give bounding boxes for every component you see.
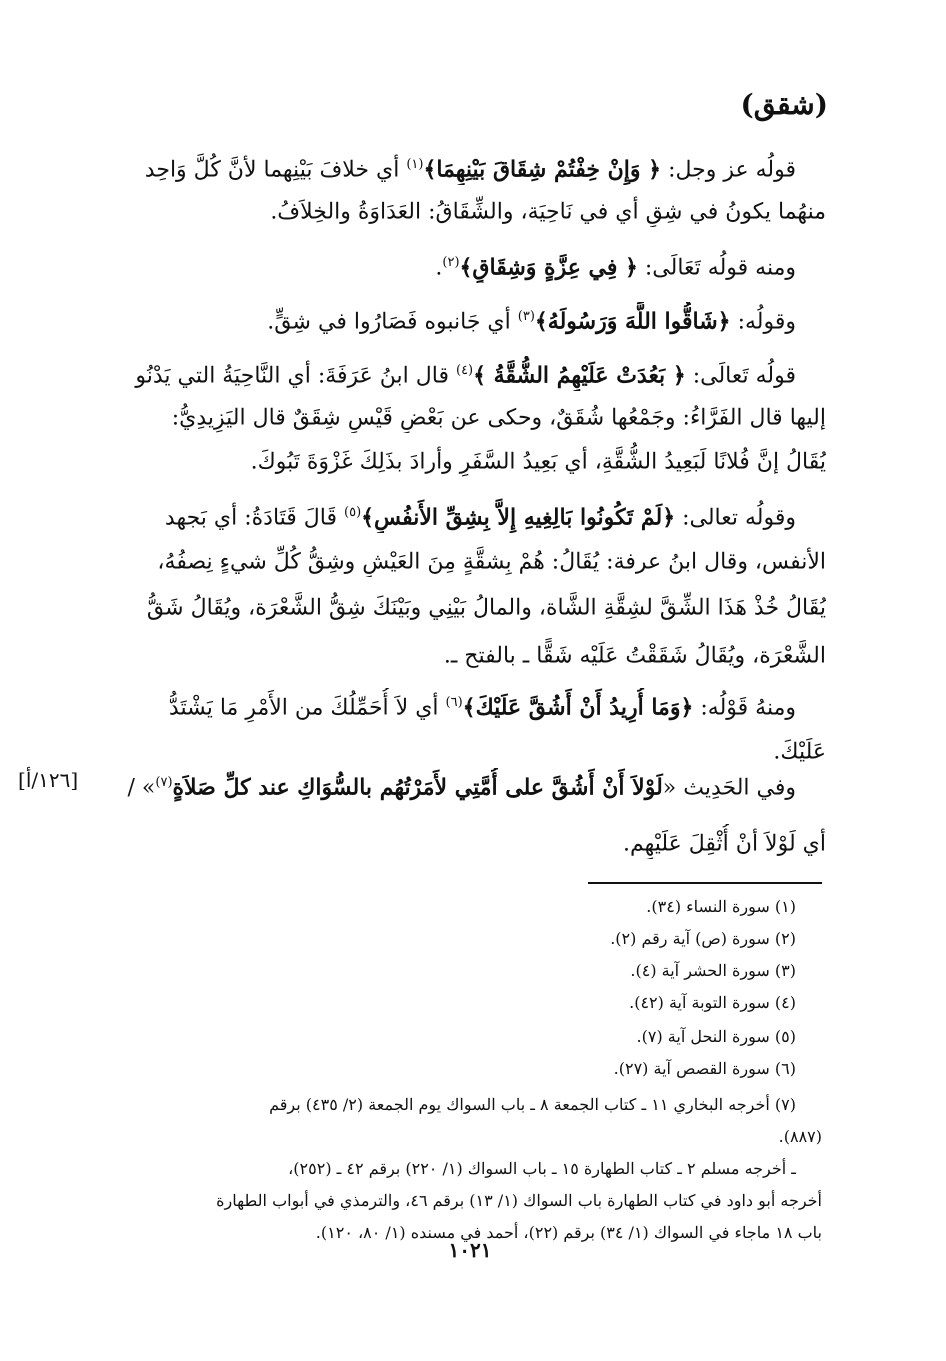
quotation: ﴿وَمَا أُرِيدُ أَنْ أَشُقَّ عَلَيْكَ﴾	[462, 694, 694, 721]
line-text: يُقَالُ خُذْ هَذَا الشِّقَّ لشِقَّةِ الشَّاة، والمالُ بَيْنِي وبَيْنَكَ شِقُّ الشَّعْرَة، ويُقَالُ شَقُّ	[146, 595, 826, 621]
line-text: » /	[127, 775, 156, 801]
footnote-marker: (٧)	[155, 775, 173, 790]
line-text: أي خلافَ بَيْنِهما لأنَّ كُلَّ وَاحِد	[144, 157, 407, 183]
footnote-separator	[588, 882, 822, 884]
line-text: وفي الحَدِيث «	[662, 775, 796, 801]
footnote: (٢) سورة (ص) آية رقم (٢).	[610, 929, 796, 948]
line-text: إليها قال الفَرَّاءُ: وجَمْعُها شُقَقٌ، وحكى عن بَعْضِ قَيْسٍ شِقَقٌ قال اليَزِيدِيُّ:	[171, 405, 826, 431]
body-line	[126, 768, 796, 803]
body-line	[126, 588, 826, 623]
footnote-marker: (١)	[406, 157, 424, 172]
footnote: (٥) سورة النحل آية (٧).	[636, 1027, 796, 1046]
footnote: (٣) سورة الحشر آية (٤).	[630, 961, 796, 980]
footnote: (٨٨٧).	[778, 1127, 822, 1146]
body-line	[126, 302, 796, 337]
body-line	[126, 150, 796, 185]
line-text: الأنفس، وقال ابنُ عرفة: يُقَالُ: هُمْ بِشقَّةٍ مِنَ العَيْشِ وشِقُّ كُلِّ شيءٍ نِصفُهُ،	[157, 549, 826, 575]
footnote-marker: (٢)	[442, 255, 460, 270]
line-text: الشَّعْرَة، ويُقَالُ شَقَقْتُ عَلَيْه شَقًّا ـ بالفتح ـ.	[443, 643, 826, 669]
footnote-marker: (٣)	[517, 309, 535, 324]
line-text: عَلَيْكَ.	[773, 739, 826, 765]
line-text: منهُما يكونُ في شِقٍ أي في نَاحِيَة، والشِّقَاقُ: العَدَاوَةُ والخِلاَفُ.	[270, 199, 826, 225]
body-line	[126, 356, 796, 391]
footnote: (٤) سورة التوبة آية (٤٢).	[629, 993, 796, 1012]
line-text: .	[435, 255, 443, 281]
footnote: أخرجه أبو داود في كتاب الطهارة باب السواك (١/ ١٣) برقم ٤٦، والترمذي في أبواب الطهارة	[216, 1191, 822, 1210]
footnote: (١) سورة النساء (٣٤).	[646, 897, 796, 916]
line-text: ومنه قولُه تَعَالَى:	[637, 255, 796, 281]
footnote: ـ أخرجه مسلم ٢ ـ كتاب الطهارة ١٥ ـ باب السواك (١/ ٢٢٠) برقم ٤٢ ـ (٢٥٢)،	[288, 1159, 796, 1178]
footnote: (٦) سورة القصص آية (٢٧).	[613, 1059, 796, 1078]
body-line	[126, 732, 826, 767]
line-text: وقولُه تعالى:	[675, 505, 796, 531]
body-line	[126, 192, 826, 227]
line-text: قولُه عز وجل:	[661, 157, 796, 183]
body-line	[126, 398, 826, 433]
page-number: ١٠٢١	[448, 1238, 492, 1262]
line-text: قَالَ قَتَادَةُ: أي بَجهد	[164, 505, 345, 531]
quotation: ﴿ فِي عِزَّةٍ وَشِقَاقٍ﴾	[459, 254, 638, 281]
footnote-marker: (٥)	[344, 505, 362, 520]
body-line	[126, 636, 826, 671]
margin-folio-reference: [١٢٦/أ]	[18, 768, 79, 792]
line-text: قال ابنُ عَرَفَةَ: أي النَّاحِيَةُ التي يَدْنُو	[135, 363, 456, 389]
body-line	[126, 542, 826, 577]
line-text: يُقَالُ إنَّ فُلانًا لَبَعِيدُ الشُّقَّةِ، أي بَعِيدُ السَّفَرِ وأرادَ بذَلِكَ غَزْوَةَ تَبُوكَ.	[250, 449, 826, 475]
body-line	[126, 248, 796, 283]
line-text: قولُه تَعالَى:	[685, 363, 796, 389]
body-line	[126, 442, 826, 477]
quotation: ﴿ بَعُدَتْ عَلَيْهِمُ الشُّقَّةُ ﴾	[473, 362, 686, 389]
body-line	[126, 688, 796, 723]
footnote-marker: (٦)	[445, 695, 463, 710]
body-line	[126, 498, 796, 533]
footnote: (٧) أخرجه البخاري ١١ ـ كتاب الجمعة ٨ ـ باب السواك يوم الجمعة (٢/ ٤٣٥) برقم	[269, 1095, 796, 1114]
quotation: ﴿لَمْ تَكُونُوا بَالِغِيهِ إِلاَّ بِشِقِّ الأَنفُسِ﴾	[361, 504, 676, 531]
line-text: أي جَانبوه فَصَارُوا في شِقٍّ.	[267, 309, 518, 335]
body-line	[126, 824, 826, 859]
entry-heading: (شقق)	[740, 88, 828, 121]
footnote-marker: (٤)	[455, 363, 474, 378]
quotation: لَوْلاَ أَنْ أَشُقَّ على أُمَّتِي لأَمَرْتُهُم بالسُّوَاكِ عند كلِّ صَلاَةٍ	[172, 774, 663, 801]
line-text: أي لاَ أُحَمِّلُكَ من الأَمْرِ مَا يَشْتَدُّ	[168, 695, 446, 721]
footnote: باب ١٨ ماجاء في السواك (١/ ٣٤) برقم (٢٢)، أحمد في مسنده (١/ ٨٠، ١٢٠).	[315, 1223, 822, 1242]
line-text: ومنهُ قَوْلُه:	[693, 695, 796, 721]
quotation: ﴿ وَإِنْ خِفْتُمْ شِقَاقَ بَيْنِهِمَا﴾	[423, 156, 662, 183]
quotation: ﴿شَاقُّوا اللَّهَ وَرَسُولَهُ﴾	[534, 308, 731, 335]
line-text: وقولُه:	[730, 309, 796, 335]
line-text: أي لَوْلاَ أنْ أُثْقِلَ عَلَيْهِم.	[622, 831, 826, 857]
